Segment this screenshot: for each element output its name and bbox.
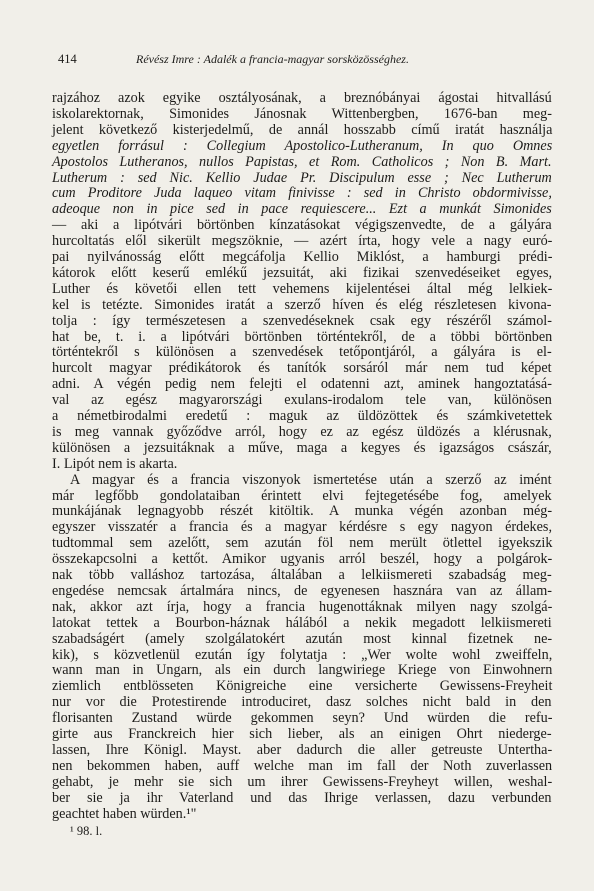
text-line: girte aus Franckreich hier sich lieber, als an einigen Ohrt niederge- (52, 726, 552, 742)
text-line: iskolarektornak, Simonides Jánosnak Wittenbergben, 1676-ban meg- (52, 105, 552, 122)
text-line: — aki a lipótvári börtönben kínzatásokat végigszenvedte, de a gályára (52, 217, 552, 234)
text-line: különösen a jezsuitáknak a műve, maga a kegyes és igazságos császár, (52, 439, 552, 456)
text-line: Apostolos Lutheranos, nullos Papistas, et Rom. Catholicos ; Non B. Mart. (52, 153, 552, 170)
running-title: Révész Imre : Adalék a francia-magyar sorsközösséghez. (136, 52, 409, 66)
text-line: ziemlich entblösseten Königreiche eine versicherte Gewissens-Freyheit (52, 678, 553, 695)
text-line: tolja : így természetesen a szenvedéseknek csak egy részéről számol- (52, 312, 552, 329)
text-line: ber sie ja ihr Vaterland und das Ihrige verlassen, dazu verbunden (52, 789, 552, 806)
text-line: egyetlen forrásul : Collegium Apostolico-Lutheranum, In quo Omnes (52, 137, 553, 154)
text-line: latokat tettek a Bourbon-háznak hálából a nekik megadott lelkiismereti (52, 614, 552, 631)
text-line: a németbirodalmi eredetű : maguk az üldözöttek és számkivetettek (52, 408, 553, 424)
text-line: kik), s közvetlenül ezután így folytatja : „Wer wolte wohl zweiffeln, (52, 646, 553, 663)
text-line: pai nyilvánosság előtt megcáfolja Kellio Miklóst, a hamburgi prédi- (52, 249, 553, 265)
text-line: engedése nemcsak ártalmára nincs, de egyenesen hasznára van az állam- (52, 582, 553, 599)
text-line: geachtet haben würden.¹" (52, 805, 197, 822)
text-line: munkájának legnagyobb részét kitöltik. A munka végén azonban még- (52, 503, 553, 520)
page-number: 414 (58, 52, 77, 66)
text-line: florisanten Zustand würde gekommen seyn? Und würden die refu- (52, 710, 553, 727)
text-line: A magyar és a francia viszonyok ismertetése után a szerző az imént (70, 471, 552, 488)
text-line: I. Lipót nem is akarta. (52, 455, 178, 472)
text-line: kel is tetézte. Simonides iratát a szerző híven és elég részletesen kivona- (52, 296, 552, 313)
text-line: rajzához azok egyike osztályosának, a breznóbányai ágostai hitvallású (52, 90, 552, 106)
text-line: tudtommal sem azelőtt, sem azután föl nem merült ötlettel igyekszik (52, 535, 553, 552)
footnote: ¹ 98. l. (70, 824, 103, 838)
text-line: nur vor die Protestirende introduciret, dasz solches nicht bald in den (52, 694, 552, 711)
text-line: Lutherum : sed Nic. Kellio Judae Pr. Discipulum esse ; Nec Lutherum (52, 169, 552, 186)
text-line: lassen, Ihre Königl. Mayst. aber dadurch die aller getreuste Unterthа- (52, 741, 553, 758)
text-line: kátorok előtt keserű emlékű jezsuitát, aki fizikai szenvedéseiket egyes, (52, 264, 553, 281)
running-head (58, 50, 538, 68)
text-line: is meg vannak győződve arról, hogy ez az egész üldözés a klérusnak, (52, 423, 552, 440)
text-line: cum Proditore Juda laqueo vitam finivisse : sed in Christo obdormivisse, (52, 185, 552, 202)
text-line: adeoque non in pice sed in pace requiescere... Ezt a munkát Simonides (52, 201, 552, 218)
text-line: összekapcsolni a kettőt. Amikor ugyanis arról beszél, hogy a polgárok- (52, 551, 553, 568)
text-line: hat be, t. i. a lipótvári börtönben történtekről, de a többi börtönben (52, 328, 553, 345)
text-line: Luther és követői ellen tett vehemens kijelentései által még lelkiek- (52, 280, 553, 297)
text-line: egyszer visszatér a francia és a magyar kérdésre s egy nagyon érdekes, (52, 519, 552, 536)
text-line: nen bekommen haben, auff welche man im fall der Noth zuverlassen (52, 757, 553, 774)
text-line: történtekről s különösen a szenvedések tetőpontjáról, a gályára is el- (52, 344, 552, 361)
text-line: jelent következő kisterjedelmű, de annál hosszabb című iratát használja (52, 121, 553, 138)
text-line: hurcolt magyar prédikátorok és tanítók sorsáról már nem tud képet (52, 360, 552, 377)
text-line: nak több valláshoz tartozása, általában a lelkiismereti szabadság meg- (52, 567, 552, 583)
text-line: nak, akkor azt írja, hogy a francia hugenottáknak milyen nagy szolgá- (52, 598, 553, 615)
text-line: gehabt, je mehr sie sich um ihrer Gewissens-Freyheyt willen, weshal- (52, 773, 553, 790)
text-line: val az egész magyarországi exulans-irodalom tele van, különösen (52, 392, 552, 409)
text-line: szabadságért (amely szolgálatokért azután most kinnal fizetnek ne- (52, 630, 553, 647)
text-line: hurcoltatás elől sikerült megszöknie, — azért írta, hogy vele a nagy euró- (52, 233, 553, 250)
text-line: adni. A végén pedig nem felejti el odatenni azt, aminek hangoztatásá- (52, 376, 552, 393)
text-line: már legfőbb gondolataiban érintett elvi fejtegetésébe fog, amelyek (52, 487, 552, 504)
body-text (52, 90, 556, 820)
text-line: wann man in Ungarn, als ein durch langwiriege Kriege von Einwohnern (52, 662, 553, 679)
